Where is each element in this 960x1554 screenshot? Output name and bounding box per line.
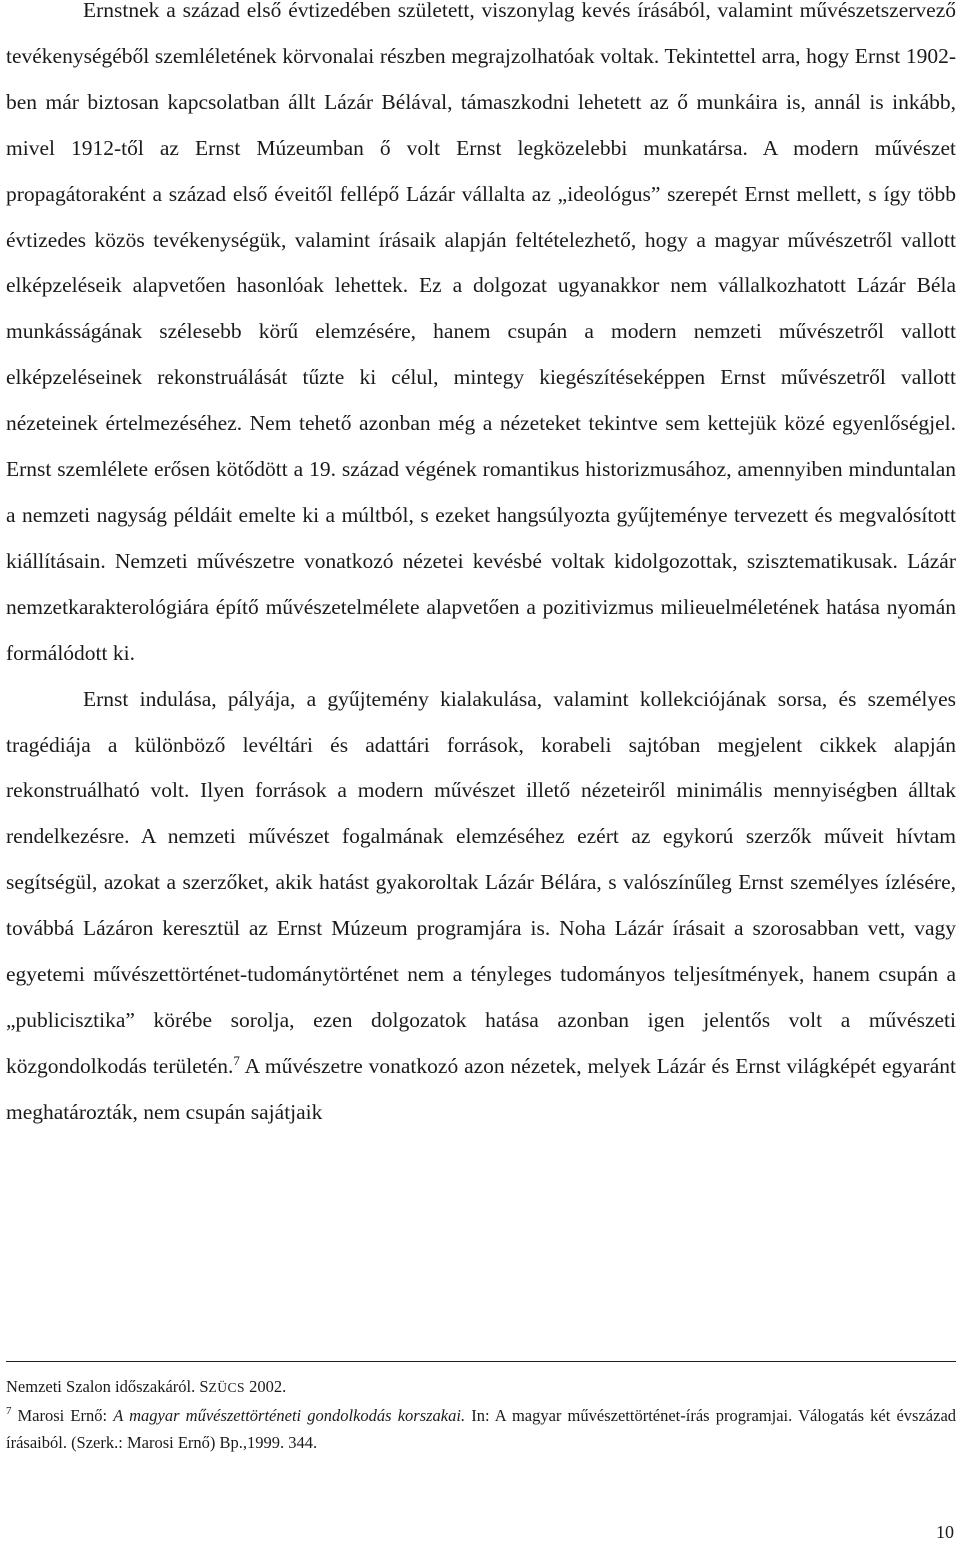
body-paragraph bbox=[6, 677, 956, 1136]
page-body bbox=[6, 0, 956, 1136]
page-number: 10 bbox=[936, 1522, 954, 1542]
footnote-title: A magyar művészettörténeti gondolkodás korszakai. bbox=[113, 1405, 466, 1425]
footnote-text: Nemzeti Szalon időszakáról. S bbox=[6, 1377, 209, 1396]
footnote-number: 7 bbox=[6, 1405, 12, 1417]
footnote-7 bbox=[6, 1402, 956, 1457]
footnote-year: 2002. bbox=[245, 1377, 287, 1396]
footnote-citation: In: A magyar művészettörténet-írás programjai. Válogatás két évszázad írásaiból. (Szerk.: Marosi Ernő) Bp.,1999. 344. bbox=[6, 1405, 957, 1452]
footnotes bbox=[6, 1373, 956, 1457]
footnote-author: Marosi Ernő: bbox=[17, 1405, 114, 1425]
footnote-6-continued bbox=[6, 1373, 956, 1402]
footnote-reference[interactable]: 7 bbox=[233, 1052, 240, 1068]
paragraph-text: Ernstnek a század első évtizedében született, viszonylag kevés írásából, valamint művészetszervező tevékenységéből szemléletének körvonalai részben megrajzolhatóak voltak. Tekintettel arra, hogy Ernst 1902-ben már biztosan kapcsolatban állt Lázár Bélával, támaszkodni lehetett az ő munkáira is, annál is inkább, mivel 1912-től az Ernst Múzeumban ő volt Ernst legközelebbi munkatársa. A modern művészet propagátoraként a század első éveitől fellépő Lázár vállalta az „ideológus” szerepét Ernst mellett, s így több évtizedes közös tevékenységük, valamint írásaik alapján feltételezhető, hogy a magyar művészetről vallott elképzeléseik alapvetően hasonlóak lehettek. Ez a dolgozat ugyanakkor nem vállalkozhatott Lázár Béla munkásságának szélesebb körű elemzésére, hanem csupán a modern nemzeti művészetről vallott elképzeléseinek rekonstruálását tűzte ki célul, mintegy kiegészítéseképpen Ernst művészetről vallott nézeteinek értelmezéséhez. Nem tehető azonban még a nézeteket tekintve sem kettejük közé egyenlőségjel. Ernst szemlélete erősen kötődött a 19. század végének romantikus historizmusához, amennyiben minduntalan a nemzeti nagyság példáit emelte ki a múltból, s ezeket hangsúlyozta gyűjteménye tervezett és megvalósított kiállításain. Nemzeti művészetre vonatkozó nézetei kevésbé voltak kidolgozottak, szisztematikusak. Lázár nemzetkarakterológiára építő művészetelmélete alapvetően a pozitivizmus milieuelméletének hatása nyomán formálódott ki. bbox=[6, 0, 956, 665]
paragraph-text-continued: A művészetre vonatkozó azon nézetek, melyek Lázár és Ernst világképét egyaránt meghatározták, nem csupán sajátjaik bbox=[6, 1053, 956, 1124]
footnote-divider bbox=[6, 1361, 956, 1362]
body-paragraph bbox=[6, 0, 956, 677]
paragraph-text: Ernst indulása, pályája, a gyűjtemény kialakulása, valamint kollekciójának sorsa, és személyes tragédiája a különböző levéltári és adattári források, korabeli sajtóban megjelent cikkek alapján rekonstruálható volt. Ilyen források a modern művészet illető nézeteiről minimális mennyiségben álltak rendelkezésre. A nemzeti művészet fogalmának elemzéséhez ezért az egykorú szerzők műveit hívtam segítségül, azokat a szerzőket, akik hatást gyakoroltak Lázár Bélára, s valószínűleg Ernst személyes ízlésére, továbbá Lázáron keresztül az Ernst Múzeum programjára is. Noha Lázár írásait a szorosabban vett, vagy egyetemi művészettörténet-tudománytörténet nem a tényleges tudományos teljesítmények, hanem csupán a „publicisztika” körébe sorolja, ezen dolgozatok hatása azonban igen jelentős volt a művészeti közgondolkodás területén. bbox=[6, 686, 956, 1078]
footnote-author-smallcaps: ZÜCS bbox=[208, 1380, 246, 1395]
